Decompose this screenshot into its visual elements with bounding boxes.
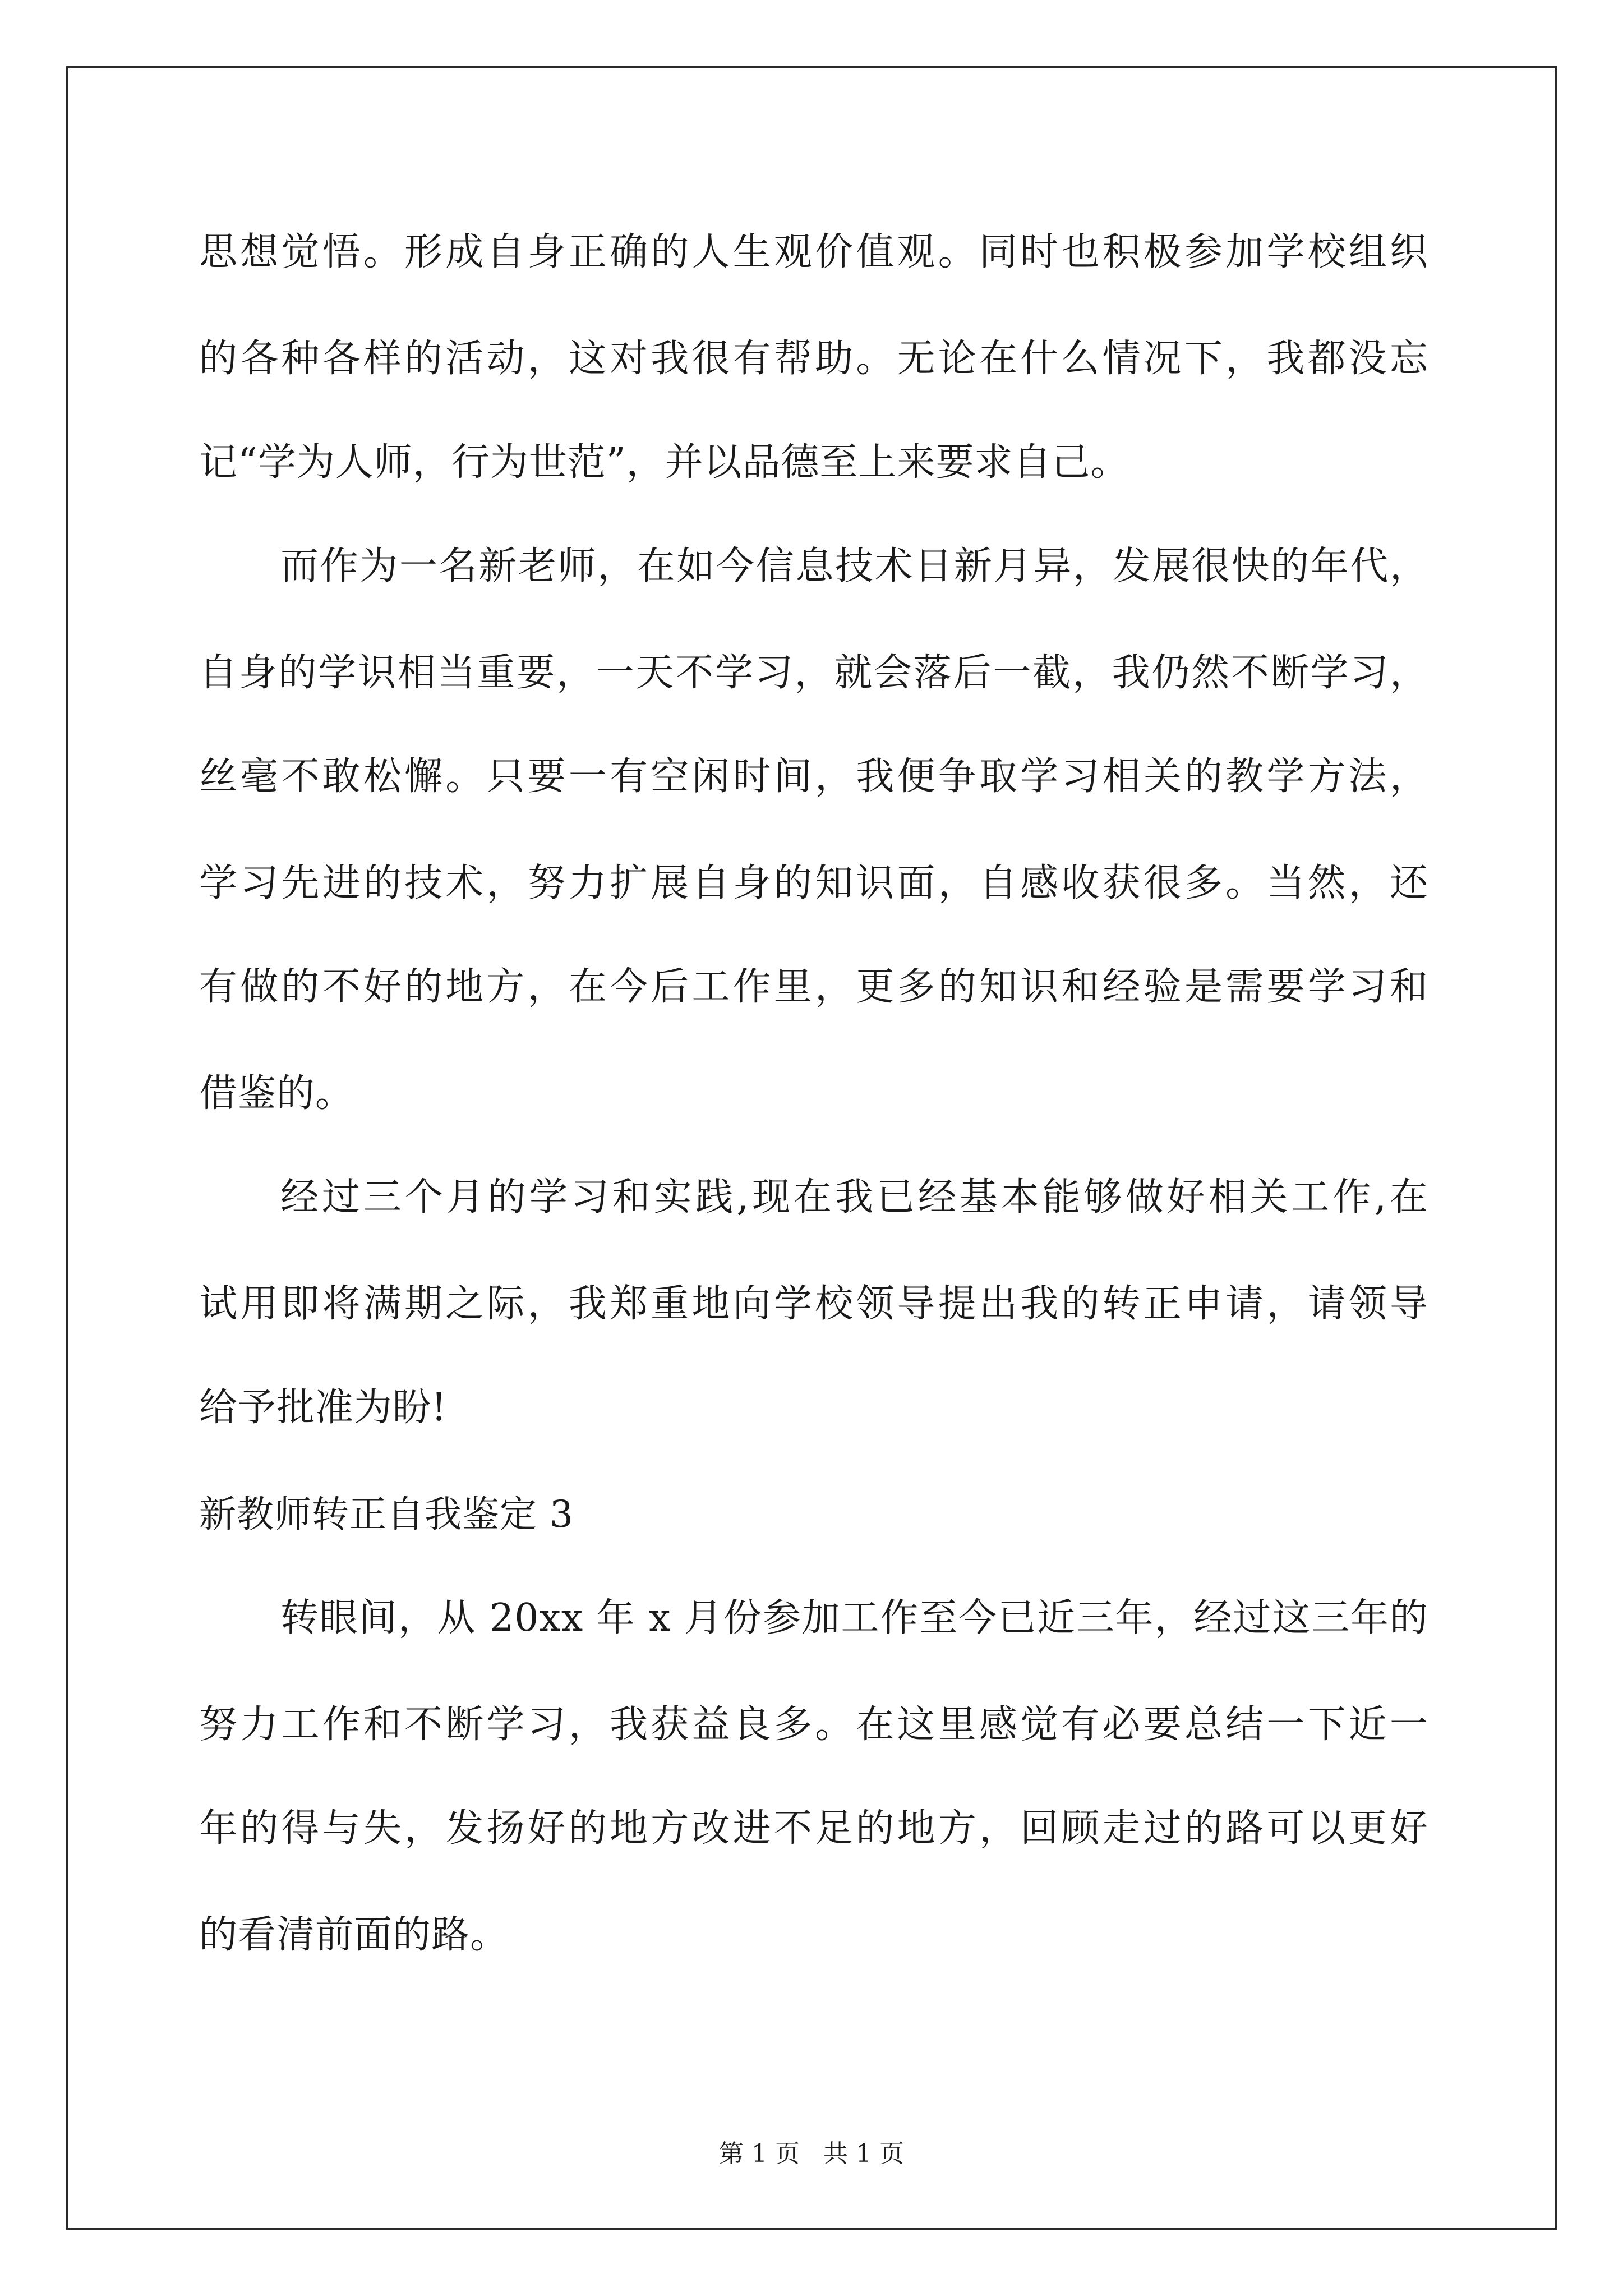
paragraph-2-line-1: 而作为一名新老师，在如今信息技术日新月异，发展很快的年代， xyxy=(280,544,1428,588)
paragraph-2-line-3: 丝毫不敢松懈。只要一有空闲时间，我便争取学习相关的教学方法， xyxy=(199,754,1428,799)
paragraph-2-line-6: 借鉴的。 xyxy=(199,1071,354,1116)
page-number-footer: 第 1 页 共 1 页 xyxy=(719,2139,904,2168)
paragraph-2-line-2: 自身的学识相当重要，一天不学习，就会落后一截，我仍然不断学习， xyxy=(199,651,1428,695)
paragraph-4-line-4: 的看清前面的路。 xyxy=(199,1913,509,1957)
paragraph-2-line-4: 学习先进的技术，努力扩展自身的知识面，自感收获很多。当然，还 xyxy=(199,861,1428,905)
paragraph-1-line-3: 记“学为人师，行为世范”，并以品德至上来要求自己。 xyxy=(199,440,1129,485)
paragraph-3-line-1: 经过三个月的学习和实践,现在我已经基本能够做好相关工作,在 xyxy=(280,1175,1428,1220)
paragraph-4-line-2: 努力工作和不断学习，我获益良多。在这里感觉有必要总结一下近一 xyxy=(199,1703,1428,1747)
paragraph-1-line-2: 的各种各样的活动，这对我很有帮助。无论在什么情况下，我都没忘 xyxy=(199,337,1428,381)
paragraph-3-line-2: 试用即将满期之际，我郑重地向学校领导提出我的转正申请，请领导 xyxy=(199,1282,1428,1326)
page-border xyxy=(66,66,1557,2230)
paragraph-4-line-3: 年的得与失，发扬好的地方改进不足的地方，回顾走过的路可以更好 xyxy=(199,1806,1428,1851)
section-heading: 新教师转正自我鉴定 3 xyxy=(199,1493,574,1536)
paragraph-3-line-3: 给予批准为盼! xyxy=(199,1386,448,1430)
paragraph-4-line-1: 转眼间，从 20xx 年 x 月份参加工作至今已近三年，经过这三年的 xyxy=(280,1596,1428,1640)
paragraph-2-line-5: 有做的不好的地方，在今后工作里，更多的知识和经验是需要学习和 xyxy=(199,965,1428,1009)
paragraph-1-line-1: 思想觉悟。形成自身正确的人生观价值观。同时也积极参加学校组织 xyxy=(199,230,1428,274)
